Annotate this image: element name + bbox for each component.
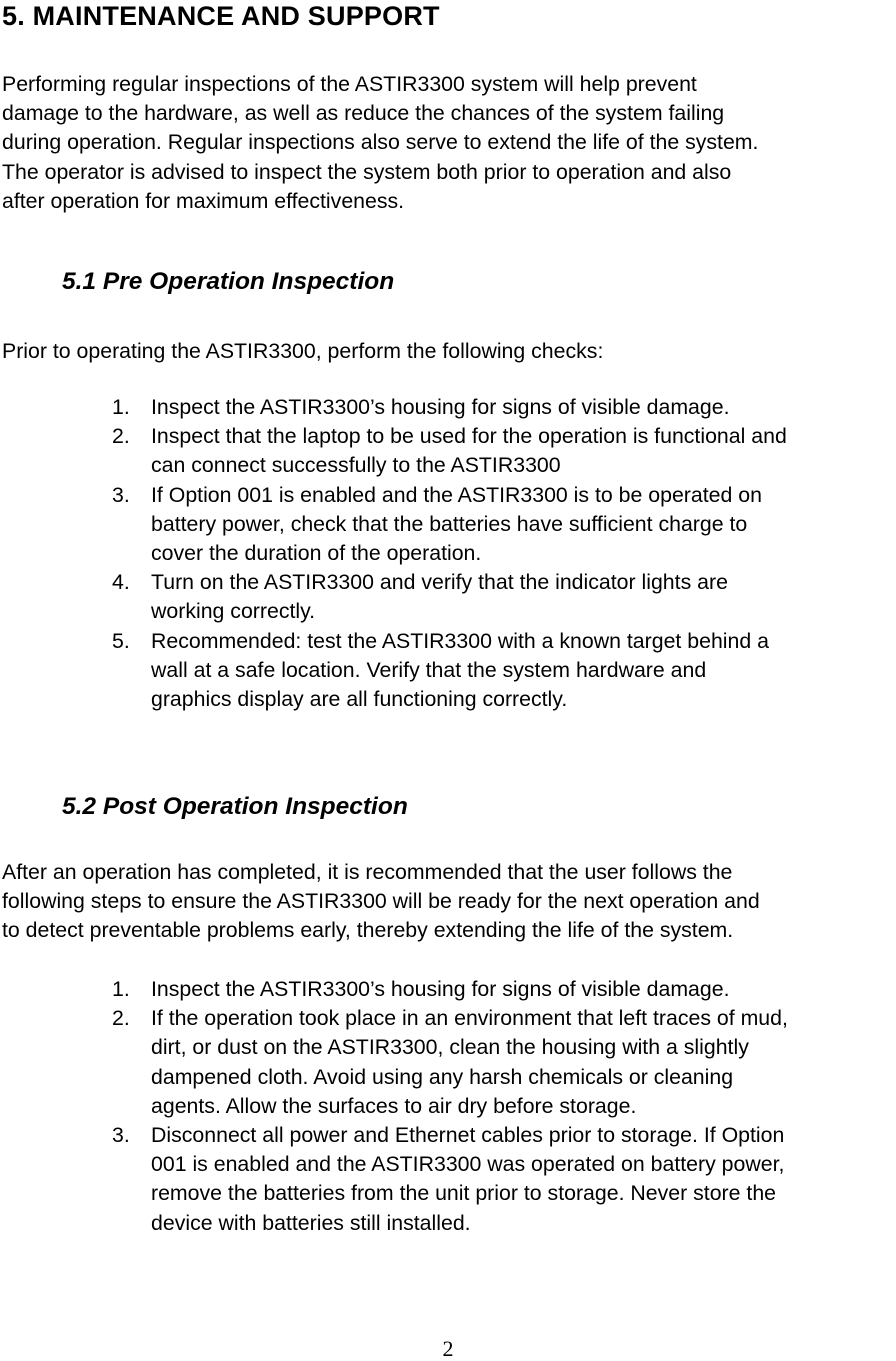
list-item-text: wall at a safe location. Verify that the system hardware and — [151, 657, 707, 682]
list-item-number: 5. — [112, 628, 130, 653]
list-item-text: Inspect the ASTIR3300’s housing for signs of visible damage. — [151, 977, 730, 1001]
list-item-text: If the operation took place in an environment that left traces of mud, — [151, 1006, 788, 1031]
list-item-text: If Option 001 is enabled and the ASTIR3300 is to be operated on — [151, 482, 762, 507]
list-item — [0, 627, 787, 715]
post-operation-heading: 5.2 Post Operation Inspection — [62, 793, 408, 820]
list-item — [0, 422, 787, 480]
list-item-text: dirt, or dust on the ASTIR3300, clean the housing with a slightly — [151, 1035, 749, 1060]
pre-operation-heading: 5.1 Pre Operation Inspection — [62, 268, 395, 295]
intro-line: Performing regular inspections of the ASTIR3300 system will help prevent — [2, 72, 697, 96]
list-item-number: 4. — [112, 570, 130, 595]
list-item-text: remove the batteries from the unit prior to storage. Never store the — [151, 1181, 777, 1206]
list-item-number: 3. — [112, 1123, 130, 1148]
post-lead-line: following steps to ensure the ASTIR3300 will be ready for the next operation and — [2, 889, 760, 914]
post-operation-checklist — [0, 975, 788, 1238]
pre-operation-checklist — [0, 393, 787, 714]
list-item-text: Inspect the ASTIR3300’s housing for signs of visible damage. — [151, 395, 730, 419]
list-item — [0, 568, 787, 626]
intro-line: The operator is advised to inspect the system both prior to operation and also — [2, 159, 732, 184]
list-item-text: Disconnect all power and Ethernet cables prior to storage. If Option — [151, 1123, 785, 1148]
list-item-text: Recommended: test the ASTIR3300 with a known target behind a — [151, 628, 769, 653]
pre-lead-line: Prior to operating the ASTIR3300, perform the following checks: — [2, 339, 604, 363]
list-item-text: working correctly. — [151, 599, 316, 624]
intro-line: damage to the hardware, as well as reduce the chances of the system failing — [2, 101, 725, 126]
list-item-text: dampened cloth. Avoid using any harsh chemicals or cleaning — [151, 1064, 734, 1089]
intro-paragraph — [2, 70, 896, 216]
list-item-number: 2. — [112, 424, 130, 449]
post-lead-line: After an operation has completed, it is recommended that the user follows the — [2, 860, 733, 884]
list-item — [0, 481, 787, 569]
list-item-text: cover the duration of the operation. — [151, 541, 482, 566]
list-item — [0, 1121, 788, 1238]
list-item-number: 2. — [112, 1006, 130, 1031]
list-item-text: graphics display are all functioning correctly. — [151, 687, 568, 712]
list-item-number: 1. — [112, 977, 130, 1001]
list-item — [0, 1004, 788, 1121]
list-item-text: 001 is enabled and the ASTIR3300 was operated on battery power, — [151, 1152, 785, 1177]
page-number: 2 — [442, 1336, 454, 1361]
list-item-text: device with batteries still installed. — [151, 1210, 471, 1235]
list-item — [0, 975, 788, 1004]
pre-operation-lead — [2, 337, 896, 366]
intro-line: after operation for maximum effectiveness. — [2, 188, 405, 213]
list-item-text: agents. Allow the surfaces to air dry before storage. — [151, 1093, 637, 1118]
section-heading: 5. MAINTENANCE AND SUPPORT — [2, 1, 440, 31]
list-item — [0, 393, 787, 422]
list-item-number: 1. — [112, 395, 130, 419]
list-item-number: 3. — [112, 482, 130, 507]
list-item-text: battery power, check that the batteries have sufficient charge to — [151, 511, 748, 536]
list-item-text: Turn on the ASTIR3300 and verify that the indicator lights are — [151, 570, 728, 595]
list-item-text: can connect successfully to the ASTIR3300 — [151, 453, 561, 478]
post-operation-lead — [2, 858, 896, 946]
post-lead-line: to detect preventable problems early, thereby extending the life of the system. — [2, 918, 734, 943]
intro-line: during operation. Regular inspections also serve to extend the life of the system. — [2, 130, 759, 155]
list-item-text: Inspect that the laptop to be used for the operation is functional and — [151, 424, 787, 449]
